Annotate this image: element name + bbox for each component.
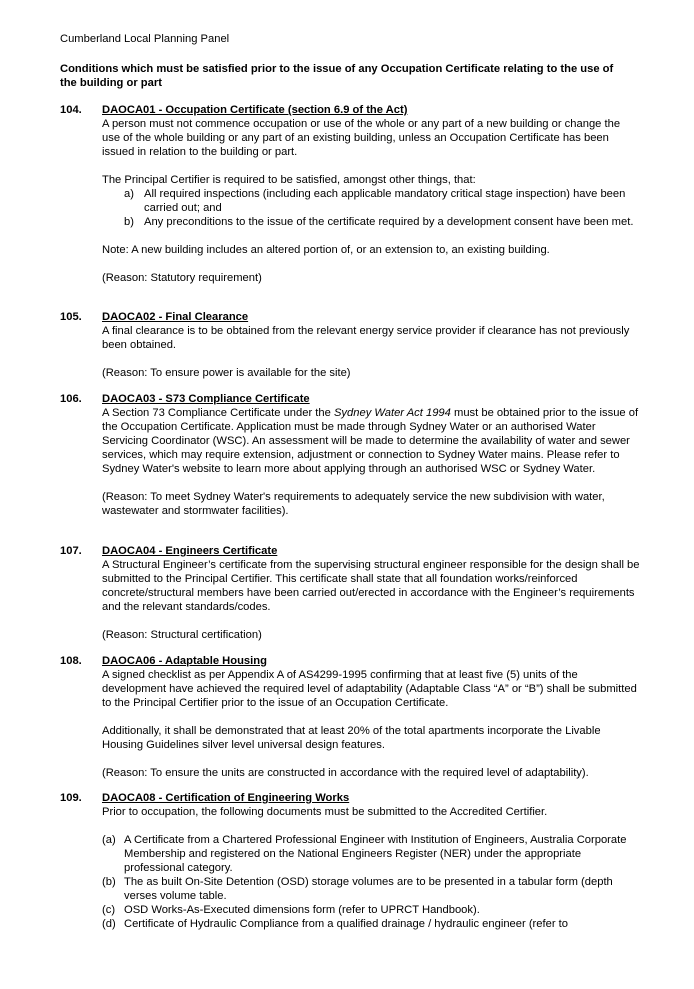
condition-paragraph: Prior to occupation, the following documents must be submitted to the Accredited Certifier. [102, 806, 548, 818]
text-run: A Section 73 Compliance Certificate under the [102, 407, 334, 419]
list-item [102, 187, 640, 215]
condition-title: DAOCA08 - Certification of Engineering Works [102, 792, 350, 804]
condition-paragraph: A person must not commence occupation or use of the whole or any part of a new building or change the use of the whole building or any part of an existing building, unless an Occupation Certificate has been issued in relation to the building or part. [102, 118, 621, 158]
list-item [102, 215, 640, 229]
condition-reason: (Reason: Statutory requirement) [102, 272, 262, 284]
list-text: Any preconditions to the issue of the certificate required by a development consent have been met. [144, 216, 634, 228]
section-heading: Conditions which must be satisfied prior to the issue of any Occupation Certificate relating to the use of the building or part [60, 63, 614, 89]
list-marker: a) [124, 188, 134, 200]
condition-number: 108. [60, 655, 82, 667]
condition-reason: (Reason: To meet Sydney Water's requirements to adequately service the new subdivision with water, wastewater and stormwater facilities). [102, 491, 605, 517]
list-text: Certificate of Hydraulic Compliance from a qualified drainage / hydraulic engineer (refer to [124, 918, 568, 930]
list-marker: (b) [102, 876, 116, 888]
condition-number: 109. [60, 792, 82, 804]
condition-reason: (Reason: Structural certification) [102, 629, 262, 641]
condition-paragraph: The Principal Certifier is required to be satisfied, amongst other things, that: [102, 174, 476, 186]
condition-number: 107. [60, 545, 82, 557]
condition-paragraph: A Structural Engineer’s certificate from the supervising structural engineer responsible for the design shall be submitted to the Principal Certifier. This certificate shall state that all foundation works/reinforced concrete/structural members have been carried out/erected in accordance with the Engineer’s requirements and the relevant standards/codes. [102, 559, 640, 613]
list-text: The as built On-Site Detention (OSD) storage volumes are to be presented in a tabular form (depth verses volume table. [124, 876, 613, 902]
list-item [102, 917, 640, 931]
condition-paragraph: A final clearance is to be obtained from the relevant energy service provider if clearance has not previously been obtained. [102, 325, 630, 351]
condition-reason: (Reason: To ensure power is available for the site) [102, 367, 351, 379]
condition-title: DAOCA04 - Engineers Certificate [102, 545, 278, 557]
list-marker: (a) [102, 834, 116, 846]
condition-title: DAOCA01 - Occupation Certificate (section 6.9 of the Act) [102, 104, 408, 116]
condition-number: 106. [60, 393, 82, 405]
list-marker: (c) [102, 904, 116, 916]
condition-list [102, 833, 640, 931]
condition-reason: (Reason: To ensure the units are constructed in accordance with the required level of adaptability). [102, 767, 589, 779]
condition-paragraph [102, 406, 640, 476]
act-name: Sydney Water Act 1994 [333, 407, 451, 419]
condition-paragraph: Additionally, it shall be demonstrated that at least 20% of the total apartments incorporate the Livable Housing Guidelines silver level universal design features. [102, 725, 601, 751]
list-marker: (d) [102, 918, 116, 930]
page-header: Cumberland Local Planning Panel [60, 33, 230, 45]
condition-number: 105. [60, 311, 82, 323]
list-item [102, 875, 640, 903]
list-text: All required inspections (including each applicable mandatory critical stage inspection) have been carried out; and [144, 188, 626, 214]
condition-title: DAOCA06 - Adaptable Housing [102, 655, 267, 667]
condition-list [102, 187, 640, 229]
list-marker: b) [124, 216, 134, 228]
condition-title: DAOCA03 - S73 Compliance Certificate [102, 393, 310, 405]
list-item [102, 903, 640, 917]
list-item [102, 833, 640, 875]
condition-title: DAOCA02 - Final Clearance [102, 311, 249, 323]
text-run: must be obtained prior to the issue of the Occupation Certificate. Application must be made through Sydney Water or an authorised Water Servicing Coordinator (WSC). An assessment will be made to determine the availability of water and sewer services, which may require extension, adjustment or connection to Sydney Water mains. Please refer to Sydney Water's website to learn more about applying through an authorised WSC or Sydney Water. [102, 407, 639, 475]
list-text: A Certificate from a Chartered Professional Engineer with Institution of Engineers, Australia Corporate Membership and registered on the National Engineers Register (NER) under the appropriate professional category. [124, 834, 627, 874]
condition-number: 104. [60, 104, 82, 116]
condition-note: Note: A new building includes an altered portion of, or an extension to, an existing building. [102, 244, 550, 256]
condition-paragraph: A signed checklist as per Appendix A of AS4299-1995 confirming that at least five (5) units of the development have achieved the required level of adaptability (Adaptable Class “A” or “B”) shall be submitted to the Principal Certifier prior to the issue of an Occupation Certificate. [102, 669, 637, 709]
list-text: OSD Works-As-Executed dimensions form (refer to UPRCT Handbook). [124, 904, 480, 916]
